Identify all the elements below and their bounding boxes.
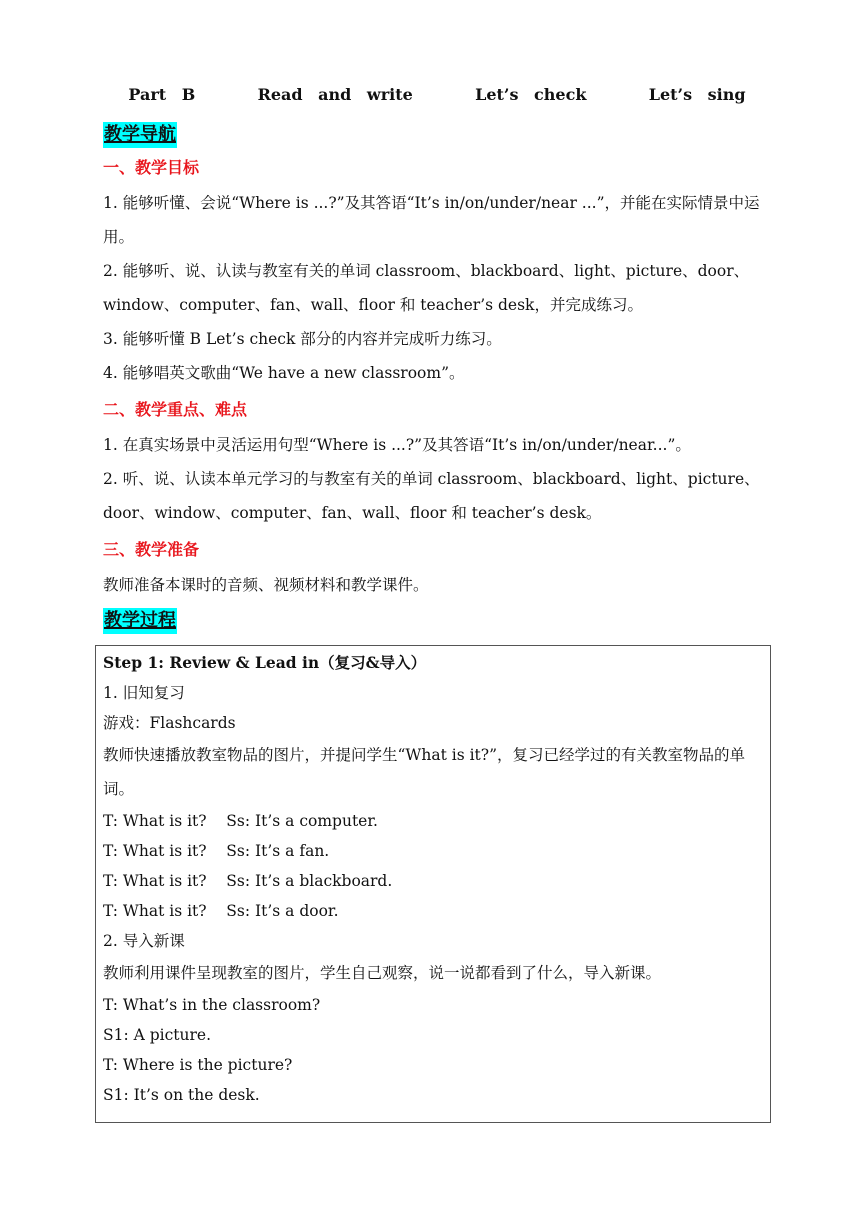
goals-heading: 一、教学目标 — [103, 158, 200, 177]
step-line: 教师利用课件呈现教室的图片，学生自己观察，说一说都看到了什么，导入新课。 — [103, 964, 662, 982]
document-page — [103, 84, 771, 634]
focus-heading: 二、教学重点、难点 — [103, 400, 248, 419]
goal-item: 2. 能够听、说、认读与教室有关的单词 classroom、blackboard、light、picture、door、window、computer、fan、wall、floor 和 teacher’s desk，并完成练习。 — [103, 262, 750, 314]
nav-heading-wrap — [103, 122, 771, 148]
focus-item: 2. 听、说、认读本单元学习的与教室有关的单词 classroom、blackboard、light、picture、door、window、computer、fan、wall、floor 和 teacher’s desk。 — [103, 470, 760, 522]
page-title: Part B Read and write Let’s check Let’s sing — [128, 85, 746, 104]
step-line: 游戏：Flashcards — [103, 714, 236, 732]
prep-text: 教师准备本课时的音频、视频材料和教学课件。 — [103, 576, 429, 594]
goal-item: 3. 能够听懂 B Let’s check 部分的内容并完成听力练习。 — [103, 330, 502, 348]
step-title: Step 1: Review & Lead in（复习&导入） — [103, 653, 427, 672]
dialogue-line: T: What’s in the classroom? — [103, 996, 321, 1014]
goal-item: 1. 能够听懂、会说“Where is ...?”及其答语“It’s in/on/under/near ...”，并能在实际情景中运用。 — [103, 194, 760, 246]
goal-item: 4. 能够唱英文歌曲“We have a new classroom”。 — [103, 364, 465, 382]
dialogue-line: T: What is it? Ss: It’s a door. — [103, 902, 339, 920]
teaching-guide-heading: 教学导航 — [103, 122, 177, 148]
prep-heading: 三、教学准备 — [103, 540, 200, 559]
dialogue-line: T: What is it? Ss: It’s a computer. — [103, 812, 378, 830]
teaching-process-heading: 教学过程 — [103, 608, 177, 634]
step-line: 2. 导入新课 — [103, 932, 185, 950]
dialogue-line: T: Where is the picture? — [103, 1056, 293, 1074]
step-1-box — [95, 645, 771, 1123]
process-heading-wrap — [103, 608, 771, 634]
dialogue-line: S1: It’s on the desk. — [103, 1086, 260, 1104]
dialogue-line: S1: A picture. — [103, 1026, 212, 1044]
dialogue-line: T: What is it? Ss: It’s a fan. — [103, 842, 330, 860]
focus-item: 1. 在真实场景中灵活运用句型“Where is ...?”及其答语“It’s in/on/under/near...”。 — [103, 436, 691, 454]
dialogue-line: T: What is it? Ss: It’s a blackboard. — [103, 872, 393, 890]
step-line: 1. 旧知复习 — [103, 684, 185, 702]
step-line: 教师快速播放教室物品的图片，并提问学生“What is it?”，复习已经学过的有关教室物品的单词。 — [103, 746, 745, 798]
